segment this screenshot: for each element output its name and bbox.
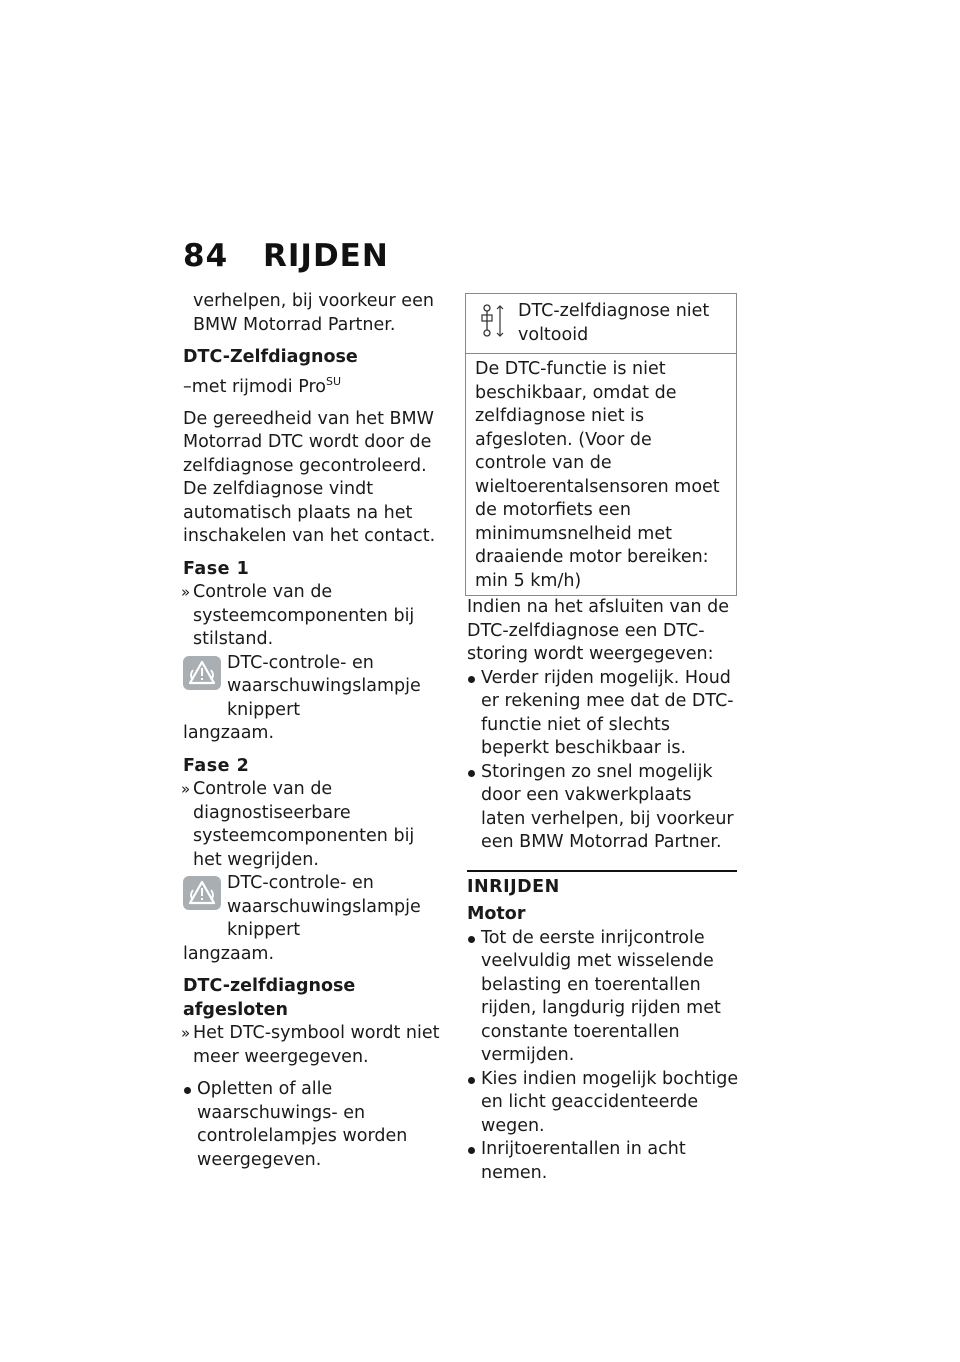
diagnostic-tool-icon (480, 304, 506, 346)
step-marker-icon: » (181, 583, 191, 602)
fase2-warning (183, 872, 448, 966)
fault-bullet-2: Storingen zo snel mogelijk door een vakwerkplaats laten verhelpen, bij voorkeur een BMW Motorrad Partner. (467, 761, 739, 855)
info-box-header (466, 294, 736, 354)
after-box-text: Indien na het afsluiten van de DTC-zelfdiagnose een DTC-storing wordt weergegeven: (467, 597, 730, 664)
section-title: INRIJDEN (467, 876, 560, 897)
step-marker-icon: » (181, 780, 191, 799)
motor-title: Motor (467, 904, 526, 924)
warning-lamp-icon (183, 656, 221, 690)
closed-step (183, 1022, 448, 1069)
fase2-warning-tail: langzaam. (183, 943, 275, 964)
section-divider (467, 870, 737, 872)
ride-mode-sup: SU (325, 374, 342, 388)
dtc-title: DTC-Zelfdiagnose (183, 347, 358, 367)
fase1-warning-text: DTC-controle- en waarschuwingslampje knippert (227, 652, 421, 720)
info-box (465, 293, 737, 596)
motor-bullet-2: Kies indien mogelijk bochtige en licht geaccidenteerde wegen. (467, 1068, 739, 1139)
info-box-title: DTC-zelfdiagnose niet voltooid (518, 301, 710, 345)
fase1-warning-tail: langzaam. (183, 723, 275, 744)
info-box-body: De DTC-functie is niet beschikbaar, omdat de zelfdiagnose niet is afgesloten. (Voor de controle van de wieltoerentalsensoren moet de motorfiets een minimumsnelheid met draaiende motor bereiken: min 5 km/h) (475, 359, 720, 591)
closed-bullet: Opletten of alle waarschuwings- en controlelampjes worden weergegeven. (183, 1078, 448, 1172)
motor-bullet-3: Inrijtoerentallen in acht nemen. (467, 1138, 739, 1185)
intro-text: verhelpen, bij voorkeur een BMW Motorrad Partner. (193, 291, 434, 335)
motor-bullet-1: Tot de eerste inrijcontrole veelvuldig met wisselende belasting en toerentallen rijden, langdurig rijden met constante toerentallen vermijden. (467, 927, 739, 1068)
closed-step-text: Het DTC-symbool wordt niet meer weergegeven. (193, 1023, 440, 1067)
fase2-step-text: Controle van de diagnostiseerbare systeemcomponenten bij het wegrijden. (193, 779, 415, 870)
fase1-step-text: Controle van de systeemcomponenten bij stilstand. (193, 582, 415, 650)
page-header (183, 238, 389, 274)
fase1-warning (183, 652, 448, 746)
fase2-warning-text: DTC-controle- en waarschuwingslampje knippert (227, 873, 421, 941)
page-number: 84 (183, 238, 229, 274)
dtc-paragraph: De gereedheid van het BMW Motorrad DTC wordt door de zelfdiagnose gecontroleerd. De zelfdiagnose vindt automatisch plaats na het inschakelen van het contact. (183, 408, 436, 547)
right-column (467, 290, 739, 1185)
fase1-title: Fase 1 (183, 558, 250, 579)
step-marker-icon: » (181, 1024, 191, 1043)
chapter-title: RIJDEN (263, 238, 389, 274)
dtc-subtitle-text: –met rijmodi Pro (183, 376, 326, 397)
dtc-subtitle (183, 370, 448, 399)
warning-lamp-icon (183, 876, 221, 910)
left-column (183, 290, 448, 1172)
closed-title: DTC-zelfdiagnose afgesloten (183, 976, 356, 1020)
fase2-title: Fase 2 (183, 755, 250, 776)
fase1-step (183, 581, 448, 652)
fault-bullet-1: Verder rijden mogelijk. Houd er rekening mee dat de DTC-functie niet of slechts beperkt beschikbaar is. (467, 667, 739, 761)
fase2-step (183, 778, 448, 872)
